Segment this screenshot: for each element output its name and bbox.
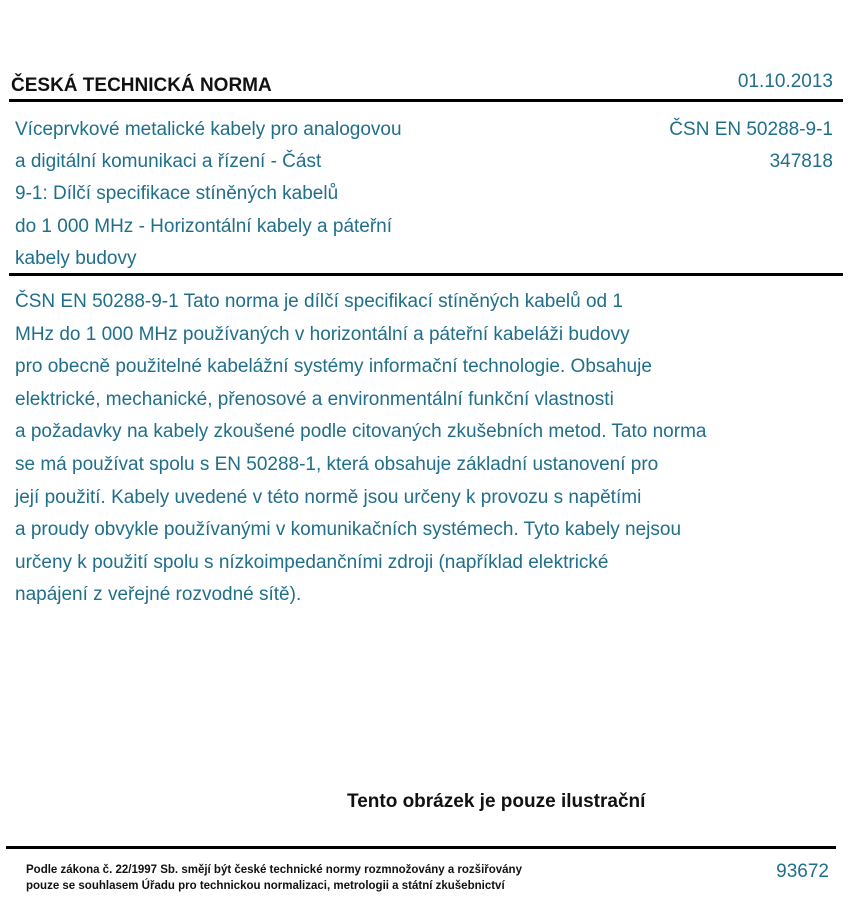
classification-code: 347818 (769, 151, 833, 173)
abstract-line: ČSN EN 50288-9-1 Tato norma je dílčí specifikací stíněných kabelů od 1 (15, 291, 623, 312)
abstract-line: MHz do 1 000 MHz používaných v horizontální a páteřní kabeláži budovy (15, 323, 630, 345)
notice-line: Podle zákona č. 22/1997 Sb. smějí být české technické normy rozmnožovány a rozšiřovány (26, 864, 522, 876)
abstract-line: její použití. Kabely uvedené v této normě jsou určeny k provozu s napětími (15, 486, 642, 508)
subject-line: 9-1: Dílčí specifikace stíněných kabelů (15, 183, 339, 205)
subject-line: Víceprvkové metalické kabely pro analogovou (15, 119, 402, 140)
illustrative-notice: Tento obrázek je pouze ilustrační (347, 791, 646, 812)
standard-abstract (15, 286, 825, 612)
abstract-line: se má používat spolu s EN 50288-1, která obsahuje základní ustanovení pro (15, 453, 659, 475)
subject-line: kabely budovy (15, 247, 137, 269)
standard-identification (669, 114, 833, 178)
standard-designation: ČSN EN 50288-9-1 (669, 119, 833, 140)
subject-line: a digitální komunikaci a řízení - Část (15, 151, 322, 173)
copyright-notice (26, 862, 522, 894)
subject-divider (9, 273, 843, 276)
subject-line: do 1 000 MHz - Horizontální kabely a páteřní (15, 215, 393, 237)
notice-line: pouze se souhlasem Úřadu pro technickou normalizaci, metrologii a státní zkušebnictví (26, 880, 505, 892)
abstract-line: a požadavky na kabely zkoušené podle citovaných zkušebních metod. Tato norma (15, 421, 707, 443)
footer-divider (6, 846, 836, 849)
standard-subject (15, 114, 465, 275)
abstract-line: elektrické, mechanické, přenosové a environmentální funkční vlastnosti (15, 388, 614, 410)
abstract-line: pro obecně použitelné kabelážní systémy informační technologie. Obsahuje (15, 356, 652, 378)
document-type-title: ČESKÁ TECHNICKÁ NORMA (11, 75, 272, 96)
header-divider (9, 99, 843, 102)
publication-date: 01.10.2013 (737, 71, 833, 92)
document-code: 93672 (776, 861, 829, 882)
abstract-line: napájení z veřejné rozvodné sítě). (15, 584, 302, 606)
abstract-line: určeny k použití spolu s nízkoimpedančními zdroji (například elektrické (15, 551, 609, 573)
abstract-line: a proudy obvykle používanými v komunikačních systémech. Tyto kabely nejsou (15, 519, 682, 541)
